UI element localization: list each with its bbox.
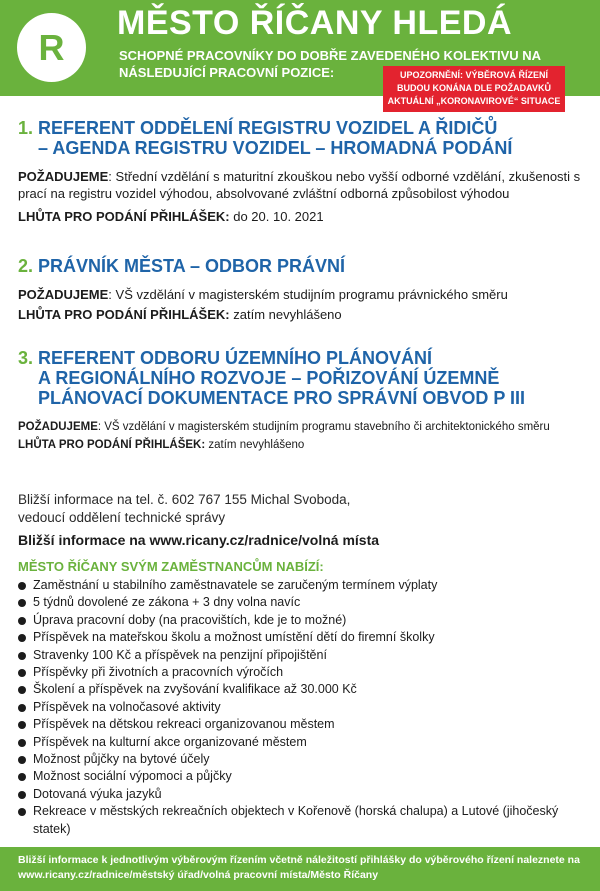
position-3-title-line3: PLÁNOVACÍ DOKUMENTACE PRO SPRÁVNÍ OBVOD P III <box>38 388 526 408</box>
position-2-number: 2. <box>18 256 34 276</box>
contact-web: Bližší informace na www.ricany.cz/radnice/volná místa <box>18 532 380 548</box>
bullet-icon <box>18 599 26 607</box>
benefit-text: Dotovaná výuka jazyků <box>33 786 162 801</box>
position-2 <box>18 256 583 323</box>
benefit-text: Možnost půjčky na bytové účely <box>33 752 210 767</box>
benefits-section <box>18 559 583 838</box>
list-item <box>18 751 583 768</box>
benefit-text: Rekreace v městských rekreačních objektech v Kořenově (horská chalupa) a Lutové (jihočeský statek) <box>33 804 559 836</box>
page-subtitle: SCHOPNÉ PRACOVNÍKY DO DOBŘE ZAVEDENÉHO KOLEKTIVU NA NÁSLEDUJÍCÍ PRACOVNÍ POZICE: <box>119 48 541 80</box>
benefits-title: MĚSTO ŘÍČANY SVÝM ZAMĚSTNANCŮM NABÍZÍ: <box>18 559 324 574</box>
position-2-title-line1: PRÁVNÍK MĚSTA – ODBOR PRÁVNÍ <box>38 256 346 276</box>
requirements-text: : VŠ vzdělání v magisterském studijním programu stavebního či architektonického směru <box>97 421 550 433</box>
position-1-title-line1: REFERENT ODDĚLENÍ REGISTRU VOZIDEL A ŘIDIČŮ <box>38 118 498 138</box>
deadline-value: zatím nevyhlášeno <box>205 439 305 451</box>
deadline-label: LHŮTA PRO PODÁNÍ PŘIHLÁŠEK: <box>18 307 230 322</box>
logo-letter: R <box>38 26 65 68</box>
benefit-text: 5 týdnů dovolené ze zákona + 3 dny volna navíc <box>33 595 301 610</box>
page-title: MĚSTO ŘÍČANY HLEDÁ <box>117 4 513 42</box>
benefit-text: Příspěvek na volnočasové aktivity <box>33 699 221 714</box>
bullet-icon <box>18 686 26 694</box>
position-1-number: 1. <box>18 118 34 138</box>
benefit-text: Příspěvek na kulturní akce organizované městem <box>33 734 307 749</box>
requirements-label: POŽADUJEME <box>18 421 98 433</box>
requirements-label: POŽADUJEME <box>18 287 109 302</box>
footer-text: Bližší informace k jednotlivým výběrovým řízením včetně náležitostí přihlášky do výběrového řízení naleznete na www.ricany.cz/radnice/městský úřad/volná pracovní místa/Město Říčany <box>18 854 580 881</box>
list-item <box>18 681 583 698</box>
bullet-icon <box>18 582 26 590</box>
position-1-deadline <box>18 208 583 225</box>
position-1-title <box>18 118 583 158</box>
list-item <box>18 629 583 646</box>
benefit-text: Příspěvek na dětskou rekreaci organizovanou městem <box>33 717 335 732</box>
bullet-icon <box>18 721 26 729</box>
list-item <box>18 803 583 838</box>
list-item <box>18 716 583 733</box>
contact-block <box>18 491 583 549</box>
position-2-title <box>18 256 583 276</box>
list-item <box>18 768 583 785</box>
position-1-title-line2: – AGENDA REGISTRU VOZIDEL – HROMADNÁ PODÁNÍ <box>38 138 513 158</box>
bullet-icon <box>18 634 26 642</box>
bullet-icon <box>18 704 26 712</box>
position-3-title-line2: A REGIONÁLNÍHO ROZVOJE – POŘIZOVÁNÍ ÚZEMNĚ <box>38 368 500 388</box>
deadline-label: LHŮTA PRO PODÁNÍ PŘIHLÁŠEK: <box>18 439 206 451</box>
requirements-text: : Střední vzdělání s maturitní zkouškou nebo vyšší odborné vzdělání, zkušenosti s prací na registru vozidel výhodou, absolvované zvláštní odborná způsobilost výhodou <box>18 169 581 201</box>
benefits-list <box>18 577 583 838</box>
list-item <box>18 699 583 716</box>
position-2-requirements <box>18 286 583 303</box>
bullet-icon <box>18 652 26 660</box>
bullet-icon <box>18 739 26 747</box>
position-3-requirements <box>18 420 583 435</box>
position-3-number: 3. <box>18 348 34 368</box>
benefit-text: Zaměstnání u stabilního zaměstnavatele se zaručeným termínem výplaty <box>33 578 438 592</box>
footer-info <box>0 847 600 891</box>
benefit-text: Stravenky 100 Kč a příspěvek na penzijní připojištění <box>33 647 327 662</box>
bullet-icon <box>18 791 26 799</box>
list-item <box>18 734 583 751</box>
position-1-requirements <box>18 168 583 202</box>
bullet-icon <box>18 756 26 764</box>
bullet-icon <box>18 808 26 816</box>
list-item <box>18 612 583 629</box>
position-2-deadline <box>18 306 583 323</box>
benefit-text: Školení a příspěvek na zvyšování kvalifikace až 30.000 Kč <box>33 682 357 697</box>
list-item <box>18 786 583 803</box>
position-3-title-line1: REFERENT ODBORU ÚZEMNÍHO PLÁNOVÁNÍ <box>38 348 433 368</box>
bullet-icon <box>18 773 26 781</box>
bullet-icon <box>18 669 26 677</box>
position-3-deadline <box>18 438 583 453</box>
list-item <box>18 664 583 681</box>
benefit-text: Příspěvky při životních a pracovních výročích <box>33 665 284 680</box>
position-1 <box>18 118 583 225</box>
benefit-text: Možnost sociální výpomoci a půjčky <box>33 769 232 784</box>
covid-warning-badge: UPOZORNĚNÍ: VÝBĚROVÁ ŘÍZENÍ BUDOU KONÁNA DLE POŽADAVKŮ AKTUÁLNÍ „KORONAVIROVÉ“ SITUACE <box>383 66 565 112</box>
list-item <box>18 577 583 594</box>
city-logo-icon <box>17 13 86 82</box>
position-3-title <box>18 348 583 408</box>
position-3 <box>18 348 583 453</box>
list-item <box>18 647 583 664</box>
bullet-icon <box>18 617 26 625</box>
deadline-label: LHŮTA PRO PODÁNÍ PŘIHLÁŠEK: <box>18 209 230 224</box>
benefit-text: Úprava pracovní doby (na pracovištích, kde je to možné) <box>33 612 347 627</box>
deadline-value: do 20. 10. 2021 <box>229 209 324 224</box>
contact-role: vedoucí oddělení technické správy <box>18 510 226 525</box>
requirements-text: : VŠ vzdělání v magisterském studijním programu právnického směru <box>108 287 508 302</box>
benefit-text: Příspěvek na mateřskou školu a možnost umístění dětí do firemní školky <box>33 630 435 645</box>
contact-phone: Bližší informace na tel. č. 602 767 155 Michal Svoboda, <box>18 492 351 507</box>
deadline-value: zatím nevyhlášeno <box>229 307 342 322</box>
list-item <box>18 594 583 611</box>
requirements-label: POŽADUJEME <box>18 169 109 184</box>
